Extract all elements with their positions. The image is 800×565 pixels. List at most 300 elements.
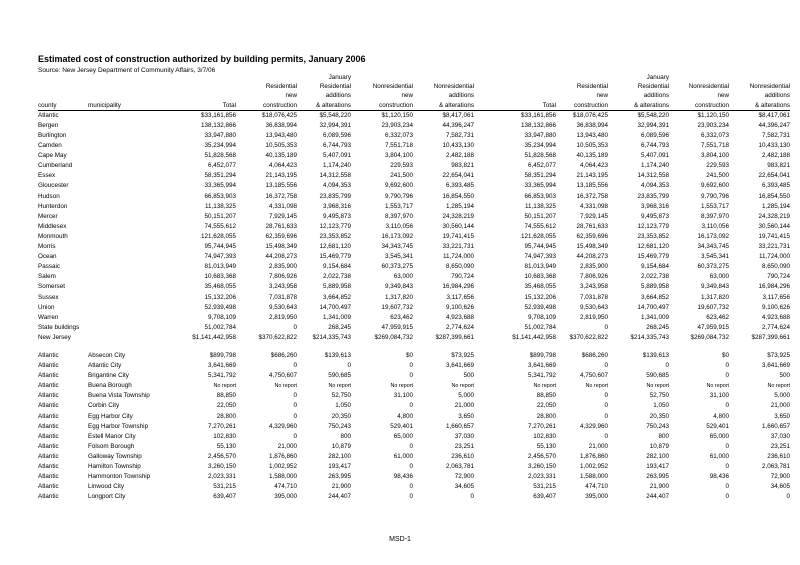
col-res-new-h2: new [596,92,608,100]
county-cell: Union [38,303,55,311]
value-cell: 36,838,994 [576,121,608,129]
value-cell: 3,650 [458,412,474,420]
municipality-cell [88,323,171,333]
table-row [38,110,790,121]
value-cell: $5,548,220 [319,111,351,119]
value-cell: 983,821 [767,162,790,170]
value-cell: 0 [409,362,413,370]
value-cell: 4,329,960 [268,422,297,430]
municipality-cell [88,161,171,171]
value-cell: 6,089,596 [322,132,351,139]
county-cell: Atlantic [38,432,59,440]
value-cell: 1,317,820 [384,293,413,301]
value-cell: 0 [293,412,297,420]
value-cell: 3,117,656 [446,293,474,301]
value-cell: 0 [725,442,729,450]
value-cell: 11,724,000 [758,253,790,261]
value-cell: 7,806,926 [268,273,297,281]
value-cell: 2,835,900 [268,263,297,271]
value-cell: 16,984,296 [758,283,790,291]
value-cell: 1,174,240 [322,162,351,170]
county-cell: Atlantic [38,422,59,430]
municipality-cell: Longport City [88,493,126,501]
municipality-cell [88,282,171,292]
value-cell: 9,154,684 [640,263,669,271]
value-cell: 9,495,873 [322,212,351,220]
col-nonres-new-h2: new [717,92,729,100]
municipality-cell: Galloway Township [88,452,142,460]
county-cell: Atlantic [38,402,59,410]
value-cell: 22,654,041 [442,172,474,180]
municipality-cell [88,293,171,303]
value-cell: 0 [409,442,413,450]
value-cell: 0 [293,402,297,410]
value-cell: 15,498,349 [265,243,297,251]
value-cell: 2,482,188 [445,152,474,160]
municipality-cell [88,212,171,222]
value-cell: 21,000 [277,442,297,450]
table-row [38,252,790,262]
value-cell: 6,452,077 [527,162,556,170]
value-cell: 51,002,784 [524,323,556,331]
table-row [38,212,790,222]
value-cell: 0 [604,392,608,400]
value-cell: 61,000 [393,452,413,460]
col-res-new-h3: construction [556,101,608,111]
value-cell: 50,151,207 [204,212,236,220]
value-cell: 3,968,316 [640,202,669,210]
col-nonres-new-h3: construction [669,101,729,111]
value-cell: $287,399,661 [435,333,474,341]
value-cell: 6,393,485 [445,182,474,190]
value-cell: 21,143,195 [265,172,297,180]
county-cell: Camden [38,142,62,150]
value-cell: 8,650,090 [761,263,790,271]
value-cell: 790,724 [451,273,474,281]
municipality-cell: Atlantic City [88,362,122,370]
value-cell: 7,551,718 [700,142,729,150]
value-cell: 14,700,497 [319,303,351,311]
value-cell: 3,664,852 [640,293,669,301]
table-row [38,272,790,282]
value-cell: 0 [604,323,608,331]
value-cell: $8,417,061 [442,111,474,119]
value-cell: 6,744,793 [640,142,669,150]
value-cell: $1,141,442,958 [192,333,236,341]
value-cell: 268,245 [646,323,669,331]
table-row [38,242,790,252]
value-cell: 474,710 [585,483,608,491]
value-cell: 1,588,000 [268,473,297,481]
value-cell: No report [213,383,236,390]
value-cell: 244,407 [646,493,669,501]
value-cell: 15,469,779 [319,253,351,261]
value-cell: 30,560,144 [758,222,790,230]
col-nonres-add-h1: Nonresidential [433,83,474,91]
value-cell: 16,173,092 [381,232,413,240]
municipality-cell: Linwood City [88,483,125,491]
table-row [38,131,790,141]
value-cell: 2,023,331 [527,473,556,481]
value-cell: 15,132,206 [204,293,236,301]
value-cell: 5,889,958 [322,283,351,291]
value-cell: 40,135,189 [576,152,608,160]
value-cell: 4,800 [397,412,413,420]
value-cell: 9,530,643 [579,303,608,311]
table-row [38,293,790,303]
value-cell: 0 [409,493,413,501]
value-cell: 32,994,391 [319,121,351,129]
value-cell: 21,143,195 [576,172,608,180]
value-cell: 2,022,738 [640,273,669,281]
value-cell: 12,123,779 [319,222,351,230]
value-cell: 10,879 [331,442,351,450]
value-cell: 9,100,626 [761,303,790,311]
value-cell: 236,610 [767,452,790,460]
value-cell: 36,838,994 [265,121,297,129]
permits-table [38,73,790,502]
value-cell: 21,000 [454,402,474,410]
value-cell: 95,744,945 [524,243,556,251]
value-cell: 33,221,731 [758,243,790,251]
value-cell: 14,312,558 [637,172,669,180]
col-res-add-h4: & alterations [297,101,351,111]
value-cell: 639,407 [533,493,556,501]
header-row-4 [38,101,790,111]
table-row [38,303,790,313]
municipality-cell [88,222,171,232]
value-cell: 33,947,880 [204,132,236,139]
col-res-add-h4: & alterations [608,101,669,111]
value-cell: 0 [347,362,351,370]
value-cell: 241,500 [706,172,729,180]
value-cell: 28,800 [216,412,236,420]
table-row [38,371,790,381]
county-cell: Cumberland [38,162,73,170]
value-cell: 2,482,188 [761,152,790,160]
col-total: Total [171,101,236,111]
value-cell: 0 [725,402,729,410]
col-res-new-h3: construction [236,101,297,111]
table-row [38,222,790,232]
value-cell: $8,417,061 [758,111,790,119]
value-cell: 0 [725,493,729,501]
municipality-cell: Buena Vista Township [88,392,150,400]
value-cell: 1,317,820 [700,293,729,301]
value-cell: 3,968,316 [322,202,351,210]
value-cell: 790,724 [767,273,790,281]
value-cell: 34,605 [454,483,474,491]
value-cell: 4,800 [713,412,729,420]
municipality-cell: Hamilton Township [88,463,141,470]
value-cell: 800 [340,432,351,440]
header-row-2 [38,82,790,91]
value-cell: 7,929,145 [268,212,297,220]
value-cell: 63,000 [393,273,413,281]
col-nonres-add-h3: & alterations [413,101,474,111]
value-cell: $899,798 [209,351,236,359]
county-cell: Atlantic [38,493,59,501]
value-cell: 0 [725,362,729,370]
value-cell: 3,110,056 [385,222,413,230]
value-cell: 74,555,612 [524,222,556,230]
value-cell: $5,548,220 [637,111,669,119]
value-cell: 0 [786,493,790,501]
municipality-cell: Hammonton Township [88,473,151,481]
table-row [38,361,790,371]
municipality-cell [88,242,171,252]
col-nonres-add-h2: additions [448,92,474,100]
value-cell: 0 [604,412,608,420]
municipality-cell [88,181,171,191]
municipality-cell: Estell Manor City [88,432,136,440]
value-cell: 20,350 [331,412,351,420]
value-cell: No report [451,383,474,390]
county-cell: Gloucester [38,182,69,190]
value-cell: 3,260,150 [207,463,236,470]
value-cell: $33,161,856 [200,111,236,119]
table-row [38,151,790,161]
value-cell: 14,312,558 [319,172,351,180]
county-cell: Passaic [38,263,61,271]
value-cell: 1,876,860 [579,452,608,460]
value-cell: 6,744,793 [322,142,351,150]
value-cell: 3,260,150 [527,463,556,470]
value-cell: $269,084,732 [690,333,729,341]
value-cell: 24,328,219 [758,212,790,220]
value-cell: 51,828,568 [524,152,556,160]
col-nonres-new-h3: construction [351,101,413,111]
municipality-rows [38,351,790,502]
table-row [38,262,790,272]
county-cell: Atlantic [38,412,59,420]
value-cell: $214,335,743 [312,333,351,341]
value-cell: 2,774,624 [761,323,790,331]
col-res-add-h1: January [328,74,351,81]
value-cell: 28,761,633 [576,222,608,230]
value-cell: 395,000 [585,493,608,501]
value-cell: 19,741,415 [442,232,474,240]
value-cell: 529,401 [706,422,729,430]
value-cell: 4,923,688 [445,313,474,321]
value-cell: 4,331,098 [579,202,608,210]
value-cell: 5,000 [458,392,474,400]
value-cell: 121,628,055 [520,232,556,240]
col-county: county [38,101,88,111]
value-cell: 1,341,009 [322,313,351,321]
col-res-add-h2: Residential [319,83,351,91]
county-cell: Atlantic [38,351,59,359]
value-cell: 1,588,000 [579,473,608,481]
value-cell: 19,607,732 [381,303,413,311]
value-cell: 60,373,275 [381,263,413,271]
value-cell: 5,407,091 [640,152,669,160]
table-row [38,452,790,462]
col-res-add-h2: Residential [637,83,669,91]
value-cell: 55,130 [536,442,556,450]
value-cell: 72,900 [454,473,474,481]
value-cell: 55,130 [216,442,236,450]
value-cell: 51,828,568 [204,152,236,160]
value-cell: 282,100 [646,452,669,460]
col-nonres-new-h1: Nonresidential [372,83,413,91]
value-cell: 193,417 [328,463,351,470]
value-cell: 1,002,952 [268,463,297,470]
value-cell: 28,800 [536,412,556,420]
value-cell: 2,023,331 [207,473,236,481]
value-cell: $139,613 [642,351,669,359]
county-cell: Atlantic [38,382,59,390]
value-cell: 2,835,900 [579,263,608,271]
value-cell: 13,185,556 [265,182,297,190]
col-nonres-add-h3: & alterations [729,101,790,111]
value-cell: 4,064,423 [268,162,297,170]
table-row [38,442,790,452]
value-cell: 3,243,958 [268,283,297,291]
municipality-cell: Absecon City [88,351,126,359]
value-cell: 3,804,100 [700,152,729,160]
value-cell: 52,750 [331,392,351,400]
county-cell: Mercer [38,212,58,220]
value-cell: 5,341,792 [207,372,236,380]
value-cell: 13,943,480 [576,132,608,139]
value-cell: 12,123,779 [637,222,669,230]
col-res-new-h2: new [285,92,297,100]
value-cell: 47,959,915 [381,323,413,331]
value-cell: $214,335,743 [630,333,669,341]
value-cell: 30,560,144 [442,222,474,230]
value-cell: 11,138,325 [204,202,236,210]
table-row [38,391,790,401]
table-row [38,282,790,292]
municipality-cell [88,252,171,262]
value-cell: 0 [665,362,669,370]
value-cell: 23,835,799 [319,192,351,200]
value-cell: 37,030 [770,432,790,440]
value-cell: 74,947,393 [204,253,236,261]
value-cell: 4,331,098 [268,202,297,210]
value-cell: 7,806,926 [579,273,608,281]
value-cell: $18,076,425 [261,111,297,119]
value-cell: 4,750,607 [268,372,297,380]
value-cell: 121,628,055 [200,232,236,240]
value-cell: 37,030 [454,432,474,440]
value-cell: 639,407 [213,493,236,501]
value-cell: No report [585,383,608,390]
value-cell: 5,000 [774,392,790,400]
value-cell: 4,094,353 [640,182,669,190]
value-cell: 88,850 [216,392,236,400]
table-row [38,232,790,242]
value-cell: 800 [658,432,669,440]
value-cell: 1,285,194 [445,202,474,210]
table-row [38,351,790,361]
value-cell: 0 [293,392,297,400]
table-row [38,333,790,343]
county-cell: Atlantic [38,362,59,370]
value-cell: 2,819,950 [579,313,608,321]
col-res-new-h1: Residential [576,83,608,91]
county-cell: Atlantic [38,111,59,119]
value-cell: 1,660,657 [761,422,790,430]
value-cell: 1,050 [335,402,351,410]
value-cell: 12,681,120 [319,243,351,251]
county-cell: Somerset [38,283,65,291]
value-cell: 3,641,669 [527,362,556,370]
value-cell: 623,462 [390,313,413,321]
value-cell: 0 [725,463,729,470]
table-row [38,141,790,151]
municipality-cell [88,272,171,282]
value-cell: 3,117,656 [762,293,790,301]
value-cell: 9,692,600 [384,182,413,190]
municipality-cell [88,141,171,151]
value-cell: 52,939,498 [204,303,236,311]
value-cell: 7,031,878 [268,293,297,301]
value-cell: $73,925 [451,351,474,359]
value-cell: 1,002,952 [579,463,608,470]
value-cell: 0 [604,402,608,410]
county-cell: Atlantic [38,372,59,380]
value-cell: 0 [409,402,413,410]
value-cell: 3,641,669 [207,362,236,370]
value-cell: 13,185,556 [576,182,608,190]
municipality-cell [88,171,171,181]
value-cell: 3,641,669 [761,362,790,370]
table-row [38,472,790,482]
value-cell: 4,094,353 [322,182,351,190]
value-cell: 2,774,624 [445,323,474,331]
municipality-cell [88,202,171,212]
county-cell: Burlington [38,132,67,139]
value-cell: 229,593 [390,162,413,170]
value-cell: 66,853,903 [204,192,236,200]
col-nonres-add-h1: Nonresidential [749,83,790,91]
header-row-1 [38,73,790,82]
value-cell: 5,341,792 [527,372,556,380]
value-cell: 52,750 [649,392,669,400]
header-row-3 [38,91,790,100]
value-cell: 8,397,970 [384,212,413,220]
county-cell: Sussex [38,293,59,301]
value-cell: 35,468,055 [524,283,556,291]
value-cell: 23,353,852 [319,232,351,240]
col-total: Total [474,101,556,111]
table-row [38,422,790,432]
value-cell: 16,372,758 [265,192,297,200]
value-cell: 5,889,958 [640,283,669,291]
value-cell: 6,452,077 [207,162,236,170]
municipality-cell [88,303,171,313]
municipality-cell [88,333,171,343]
value-cell: 22,050 [536,402,556,410]
value-cell: 16,984,296 [442,283,474,291]
value-cell: 1,553,717 [700,202,729,210]
value-cell: $0 [405,351,413,359]
value-cell: 4,750,607 [579,372,608,380]
value-cell: 0 [725,372,729,380]
value-cell: 2,022,738 [322,273,351,281]
value-cell: 7,582,731 [445,132,474,139]
source-note: Source: New Jersey Department of Community Affairs, 3/7/06 [38,67,216,74]
value-cell: 95,744,945 [204,243,236,251]
county-cell: Monmouth [38,232,68,240]
value-cell: 0 [604,362,608,370]
value-cell: 62,359,696 [265,232,297,240]
value-cell: 16,854,550 [442,192,474,200]
value-cell: 193,417 [646,463,669,470]
table-row [38,492,790,502]
